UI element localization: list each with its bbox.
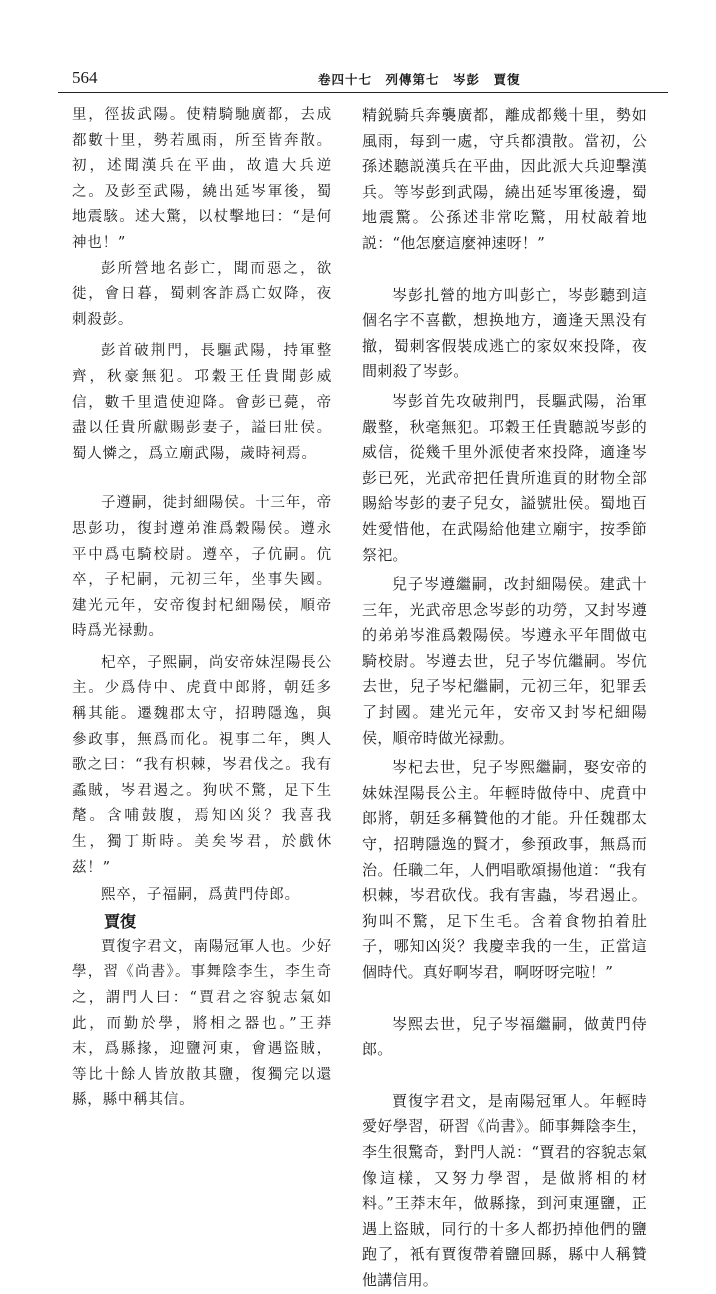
translation-paragraph: 岑杞去世，兒子岑熙繼嗣，娶安帝的妹妹涅陽長公主。年輕時做侍中、虎賁中郎將，朝廷多稱贊他的才能。升任魏郡太守，招聘隱逸的賢才，參預政事，無爲而治。任職二年，人們唱歌頌揚他道：“我有枳棘，岑君砍伐。我有害蟲，岑君遏止。狗叫不驚，足下生毛。含着食物拍着肚子，哪知凶災？我慶幸我的一生，正當這個時代。真好啊岑君，啊呀呀完啦！”: [362, 758, 647, 981]
classical-paragraph: 子遵嗣，徙封細陽侯。十三年，帝思彭功，復封遵弟淮爲穀陽侯。遵永平中爲屯騎校尉。遵卒，子伉嗣。伉卒，子杞嗣，元初三年，坐事失國。建光元年，安帝復封杞細陽侯，順帝時爲光禄勳。: [72, 495, 332, 640]
translation-paragraph: 岑彭扎營的地方叫彭亡，岑彭聽到這個名字不喜歡，想换地方，適逢天黑没有撤，蜀刺客假裝成逃亡的家奴來投降，夜間刺殺了岑彭。: [362, 285, 647, 381]
classical-paragraph: 里，徑拔武陽。使精騎馳廣都，去成都數十里，勢若風雨，所至皆奔散。初，述聞漢兵在平曲，故遣大兵逆之。及彭至武陽，繞出延岑軍後，蜀地震駭。述大驚，以杖擊地曰：“是何神也！”: [72, 107, 332, 251]
header-rule: [58, 92, 668, 93]
page-header: [60, 68, 666, 90]
page-number: 564: [72, 68, 98, 87]
translation-paragraph: 岑彭首先攻破荆門，長驅武陽，治軍嚴整，秋毫無犯。邛穀王任貴聽説岑彭的威信，從幾千里外派使者來投降，適逢岑彭已死，光武帝把任貴所進貢的財物全部賜給岑彭的妻子兒女，謚號壯侯。蜀地百姓愛惜他，在武陽給他建立廟宇，按季節祭祀。: [362, 391, 647, 564]
translation-column: [362, 103, 647, 1294]
classical-paragraph: 熙卒，子福嗣，爲黄門侍郎。: [101, 887, 300, 904]
classical-paragraph: 賈復字君文，南陽冠軍人也。少好學，習《尚書》。事舞陰李生，李生奇之，謂門人曰：“賈君之容貌志氣如此，而勤於學，將相之器也。”王莽末，爲縣掾，迎鹽河東，會遇盜賊，等比十餘人皆放散其鹽，復獨完以還縣，縣中稱其信。: [72, 938, 332, 1109]
translation-paragraph: 精鋭騎兵奔襲廣都，離成都幾十里，勢如風雨，每到一處，守兵都潰散。當初，公孫述聽説漢兵在平曲，因此派大兵迎擊漢兵。等岑彭到武陽，繞出延岑軍後邊，蜀地震驚。公孫述非常吃驚，用杖敲着地説：“他怎麼這麼神速呀！”: [362, 106, 647, 252]
translation-paragraph: 岑熙去世，兒子岑福繼嗣，做黄門侍郎。: [362, 1014, 647, 1059]
classical-text-column: [72, 103, 332, 1114]
classical-paragraph: 彭首破荆門，長驅武陽，持軍整齊，秋豪無犯。邛穀王任貴聞彭威信，數千里遣使迎降。會彭已薨，帝盡以任貴所獻賜彭妻子，謚曰壯侯。蜀人憐之，爲立廟武陽，歲時祠焉。: [72, 343, 332, 462]
running-title: 卷四十七 列傳第七 岑彭 賈復: [318, 72, 521, 87]
section-heading: 賈復: [104, 911, 137, 931]
translation-paragraph: 兒子岑遵繼嗣，改封細陽侯。建武十三年，光武帝思念岑彭的功勞，又封岑遵的弟弟岑淮爲穀陽侯。岑遵永平年間做屯騎校尉。岑遵去世，兒子岑伉繼嗣。岑伉去世，兒子岑杞繼嗣，元初三年，犯罪丢了封國。建光元年，安帝又封岑杞細陽侯，順帝時做光禄勳。: [362, 575, 647, 747]
classical-paragraph: 杞卒，子熙嗣，尚安帝妹涅陽長公主。少爲侍中、虎賁中郎將，朝廷多稱其能。遷魏郡太守，招聘隱逸，與參政事，無爲而化。視事二年，輿人歌之曰：“我有枳棘，岑君伐之。我有蟊賊，岑君遏之。狗吠不驚，足下生氂。含哺鼓腹，焉知凶災？我喜我生，獨丁斯時。美矣岑君，於戲休茲！”: [72, 654, 332, 876]
classical-paragraph: 彭所營地名彭亡，聞而惡之，欲徙，會日暮，蜀刺客詐爲亡奴降，夜刺殺彭。: [72, 260, 332, 328]
translation-paragraph: 賈復字君文，是南陽冠軍人。年輕時愛好學習，研習《尚書》。師事舞陰李生，李生很驚奇，對門人説：“賈君的容貌志氣像這樣，又努力學習，是做將相的材料。”王莽末年，做縣掾，到河東運鹽，正遇上盜賊，同行的十多人都扔掉他們的鹽跑了，衹有賈復帶着鹽回縣，縣中人稱贊他講信用。: [362, 1091, 647, 1289]
